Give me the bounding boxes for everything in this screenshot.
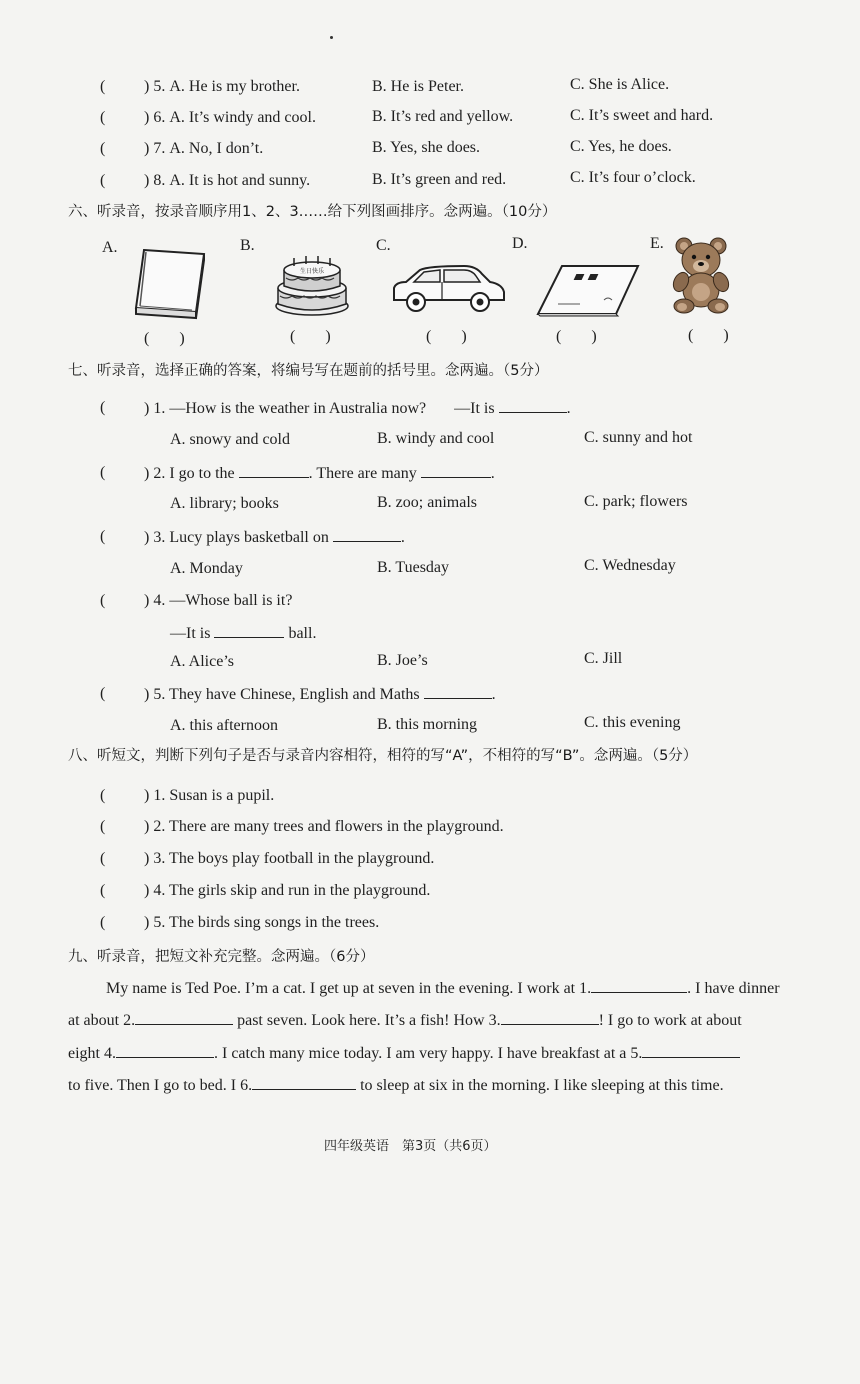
blank[interactable]	[424, 684, 492, 699]
s7-q1-a: A. snowy and cold	[170, 431, 290, 448]
s9-line-3: eight 4. . I catch many mice today. I am very happy. I have breakfast at a 5.	[68, 1043, 772, 1064]
s7-q4-a: A. Alice’s	[170, 653, 234, 670]
s7-paren-2[interactable]: (	[100, 464, 106, 481]
s5-q7-c: C. Yes, he does.	[570, 138, 672, 155]
birthday-cake-icon	[272, 252, 352, 318]
s5-paren: (	[100, 109, 106, 126]
blank-6[interactable]	[252, 1075, 356, 1090]
blank[interactable]	[239, 463, 309, 478]
s5-q8-a: ) 8. A. It is hot and sunny.	[144, 172, 311, 189]
s5-q5-b: B. He is Peter.	[372, 78, 464, 95]
s7-paren-4[interactable]: (	[100, 592, 106, 609]
s5-q7-a: ) 7. A. No, I don’t.	[144, 140, 264, 157]
s7-q5-c: C. this evening	[584, 714, 681, 731]
s8-paren-2[interactable]: (	[100, 818, 106, 835]
s7-q3-b: B. Tuesday	[377, 559, 450, 576]
s5-q8-c: C. It’s four o’clock.	[570, 169, 696, 186]
s7-q3-c: C. Wednesday	[584, 557, 676, 574]
blank[interactable]	[333, 527, 401, 542]
blank-4[interactable]	[116, 1043, 214, 1058]
pic-letter-b: B.	[240, 237, 255, 254]
s5-paren: (	[100, 140, 106, 157]
section9-heading: 九、听录音，把短文补充完整。念两遍。（6分）	[68, 949, 375, 965]
s8-item-3: ) 3. The boys play football in the playground.	[144, 850, 435, 867]
pic-answer-b[interactable]: ( )	[290, 328, 331, 345]
s7-q5-b: B. this morning	[377, 716, 478, 733]
s5-paren: (	[100, 78, 106, 95]
s8-paren-4[interactable]: (	[100, 882, 106, 899]
blank-1[interactable]	[591, 978, 687, 993]
s8-item-1: ) 1. Susan is a pupil.	[144, 787, 275, 804]
s7-q2-c: C. park; flowers	[584, 493, 688, 510]
s7-q2-b: B. zoo; animals	[377, 494, 477, 511]
blank-3[interactable]	[501, 1010, 599, 1025]
s9-line-1: My name is Ted Poe. I’m a cat. I get up at seven in the evening. I work at 1. . I have dinner	[106, 980, 780, 997]
s9-line-2: at about 2. past seven. Look here. It’s a fish! How 3. ! I go to work at about	[68, 1012, 742, 1029]
blank[interactable]	[421, 463, 491, 478]
pic-letter-e: E.	[650, 235, 664, 252]
pic-answer-c[interactable]: ( )	[426, 328, 467, 345]
book-icon	[130, 244, 214, 320]
pic-letter-d: D.	[512, 235, 528, 252]
blank[interactable]	[214, 623, 284, 638]
pic-answer-d[interactable]: ( )	[556, 328, 597, 345]
section7-heading: 七、听录音，选择正确的答案，将编号写在题前的括号里。念两遍。（5分）	[68, 363, 549, 379]
s5-q7-b: B. Yes, she does.	[372, 139, 481, 156]
section6-heading: 六、听录音，按录音顺序用1、2、3……给下列图画排序。念两遍。（10分）	[68, 204, 557, 220]
s7-paren-5[interactable]: (	[100, 685, 106, 702]
cake-text: 生日快乐	[299, 268, 325, 275]
s7-q1: ) 1. —How is the weather in Australia now? —It is .	[144, 400, 571, 417]
s7-q1-b: B. windy and cool	[377, 430, 495, 447]
s7-q2: ) 2. I go to the . There are many .	[144, 465, 495, 482]
pic-letter-c: C.	[376, 237, 391, 254]
s8-paren-5[interactable]: (	[100, 914, 106, 931]
car-icon	[388, 262, 510, 318]
s5-paren: (	[100, 172, 106, 189]
s8-item-2: ) 2. There are many trees and flowers in the playground.	[144, 818, 504, 835]
pic-answer-a[interactable]: ( )	[144, 330, 185, 347]
s5-q8-b: B. It’s green and red.	[372, 171, 507, 188]
page-footer: 四年级英语 第3页（共6页）	[324, 1139, 497, 1154]
s8-item-5: ) 5. The birds sing songs in the trees.	[144, 914, 380, 931]
notebook-icon	[536, 262, 642, 318]
s5-q6-b: B. It’s red and yellow.	[372, 108, 514, 125]
s7-q4: ) 4. —Whose ball is it?	[144, 592, 293, 609]
s5-q6-a: ) 6. A. It’s windy and cool.	[144, 109, 316, 126]
s8-item-4: ) 4. The girls skip and run in the playground.	[144, 882, 431, 899]
s8-paren-1[interactable]: (	[100, 787, 106, 804]
s8-paren-3[interactable]: (	[100, 850, 106, 867]
s7-paren-3[interactable]: (	[100, 528, 106, 545]
s5-q5-c: C. She is Alice.	[570, 76, 670, 93]
s7-paren-1[interactable]: (	[100, 399, 106, 416]
s7-q3-a: A. Monday	[170, 560, 243, 577]
teddy-bear-icon	[670, 236, 732, 314]
s5-q5-a: ) 5. A. He is my brother.	[144, 78, 300, 95]
s7-q4-c: C. Jill	[584, 650, 623, 667]
blank[interactable]	[499, 398, 567, 413]
pic-answer-e[interactable]: ( )	[688, 327, 729, 344]
s7-q5-a: A. this afternoon	[170, 717, 278, 734]
section8-heading: 八、听短文，判断下列句子是否与录音内容相符，相符的写“A”，不相符的写“B”。念两遍。（5分）	[68, 748, 698, 764]
pic-letter-a: A.	[102, 239, 118, 256]
s7-q3: ) 3. Lucy plays basketball on .	[144, 529, 405, 546]
s7-q2-a: A. library; books	[170, 495, 279, 512]
stray-dot	[330, 36, 333, 39]
blank-5[interactable]	[642, 1043, 740, 1058]
s7-q4-line2: —It is ball.	[170, 625, 317, 642]
s7-q1-c: C. sunny and hot	[584, 429, 693, 446]
s5-q6-c: C. It’s sweet and hard.	[570, 107, 714, 124]
s9-line-4: to five. Then I go to bed. I 6. to sleep at six in the morning. I like sleeping at this time.	[68, 1077, 724, 1094]
s7-q4-b: B. Joe’s	[377, 652, 428, 669]
s7-q5: ) 5. They have Chinese, English and Maths .	[144, 686, 496, 703]
blank-2[interactable]	[135, 1010, 233, 1025]
